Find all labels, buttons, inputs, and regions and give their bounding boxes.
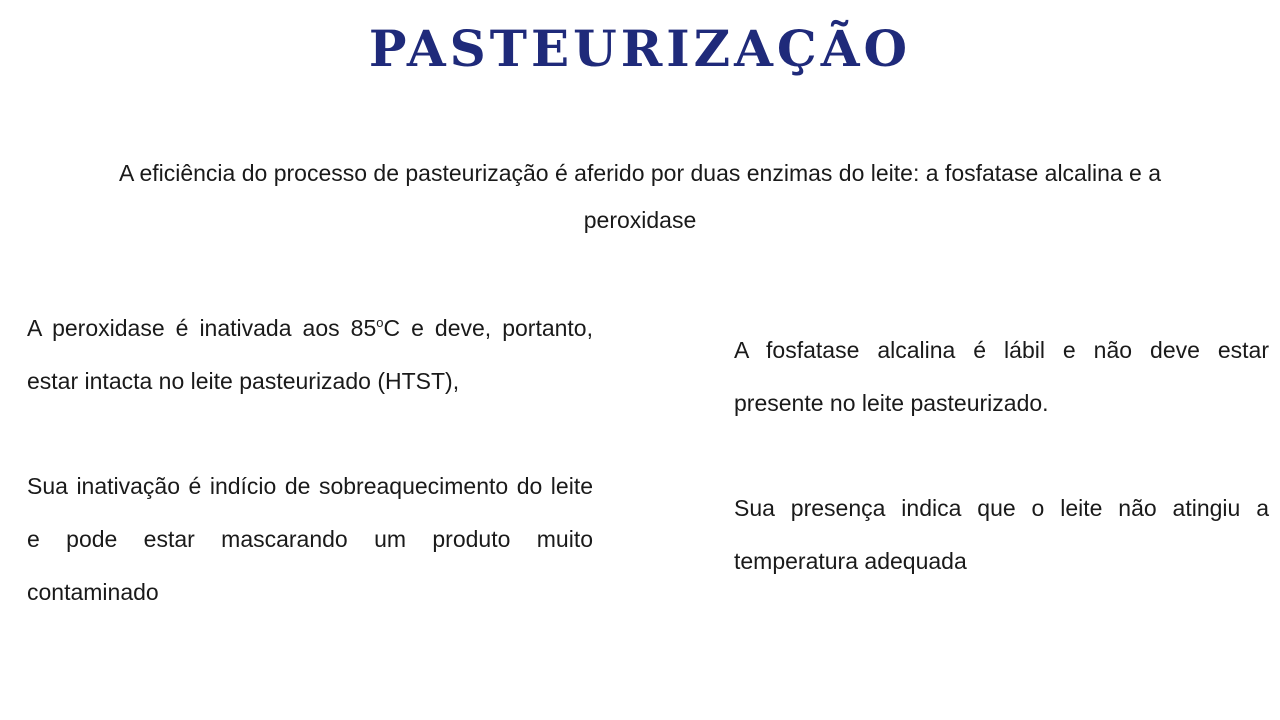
degree-superscript: o [376,315,384,330]
presence-paragraph: Sua presença indica que o leite não atingiu a temperatura adequada [734,495,1269,574]
peroxidase-text-b: C e deve, portanto, estar intacta no leite pasteurizado (HTST), [27,315,593,394]
intro-text: A eficiência do processo de pasteurização é aferido por duas enzimas do leite: a fosfatase alcalina e a peroxidase [118,160,1162,233]
peroxidase-paragraph [27,302,593,408]
paragraph-spacer [27,408,593,460]
right-column [734,324,1269,588]
peroxidase-text-a: A peroxidase é inativada aos 85 [27,315,377,341]
inactivation-paragraph: Sua inativação é indício de sobreaquecimento do leite e pode estar mascarando um produto muito contaminado [27,473,593,605]
phosphatase-paragraph: A fosfatase alcalina é lábil e não deve estar presente no leite pasteurizado. [734,337,1269,416]
slide-title: PASTEURIZAÇÃO [368,19,912,78]
left-column [27,302,593,619]
paragraph-spacer [734,430,1269,482]
